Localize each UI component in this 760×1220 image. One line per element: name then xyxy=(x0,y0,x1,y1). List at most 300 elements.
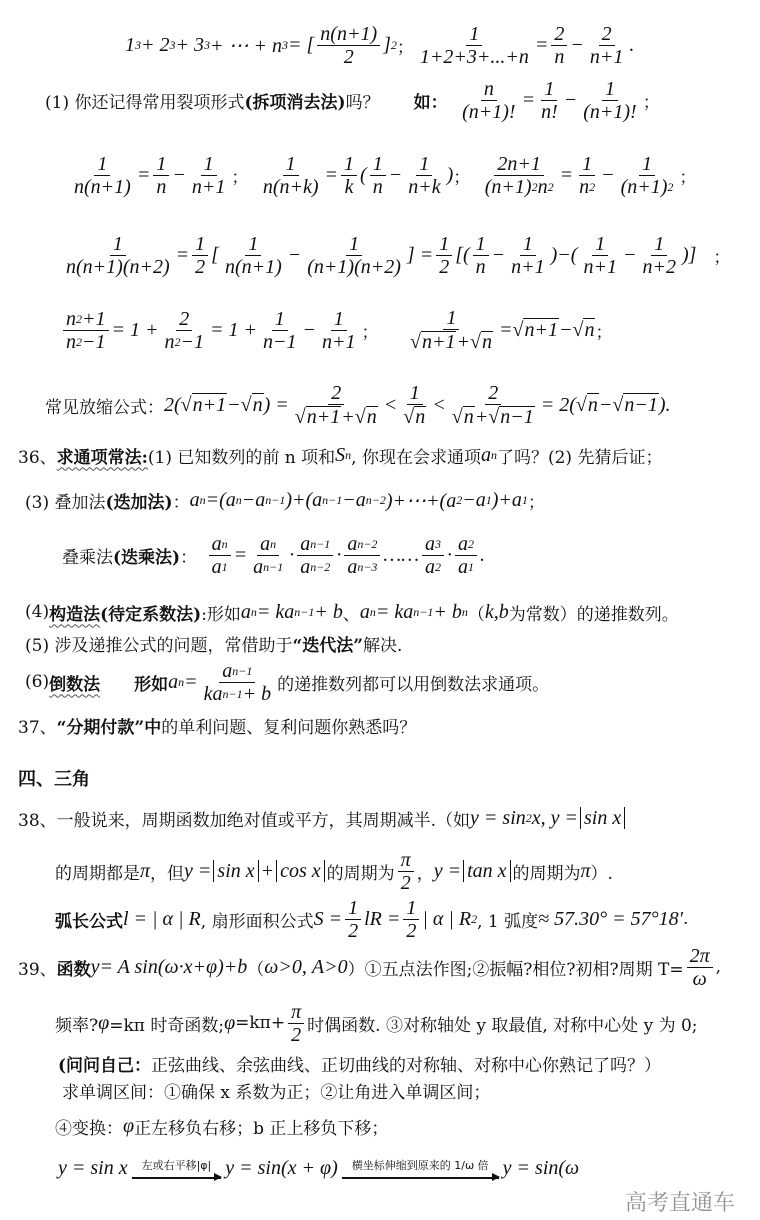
text: , 你现在会求通项 xyxy=(351,447,481,468)
math-expression: · xyxy=(447,543,452,566)
text: ； xyxy=(453,167,479,188)
absolute-value: sin x xyxy=(580,807,625,829)
denominator xyxy=(63,331,109,352)
superscript: n xyxy=(461,604,468,619)
math-expression: − xyxy=(227,393,241,416)
denominator xyxy=(250,556,286,577)
subscript: n−1 xyxy=(232,663,253,678)
subscript: n−2 xyxy=(365,492,386,507)
numerator xyxy=(403,898,419,920)
denominator xyxy=(455,556,477,577)
radicand: n xyxy=(366,406,377,428)
numerator xyxy=(272,309,288,331)
denominator xyxy=(449,405,538,427)
subscript: n xyxy=(235,492,242,507)
numerator xyxy=(63,309,109,331)
math-expression: a xyxy=(300,555,311,578)
text: =kπ+ xyxy=(235,1013,286,1033)
numerator xyxy=(481,79,497,101)
numerator xyxy=(541,79,557,101)
fraction xyxy=(260,154,322,197)
text: 了吗？(2) 先猜后证； xyxy=(496,447,663,468)
numerator xyxy=(592,234,608,256)
fraction xyxy=(319,309,359,352)
math-expression: −a xyxy=(241,488,266,511)
math-expression: n+1 xyxy=(589,45,624,68)
subscript: n−1 xyxy=(413,604,434,619)
fraction xyxy=(189,154,229,197)
text: ； xyxy=(696,247,731,268)
text: 频率? xyxy=(55,1015,99,1036)
numerator xyxy=(687,946,713,968)
math-expression: n(n+1)(n+2) xyxy=(66,255,170,278)
bold-text: “分期付款”中 xyxy=(56,717,162,738)
math-expression: (n+1) xyxy=(620,175,668,198)
math-expression: 2 xyxy=(406,919,417,942)
math-expression: 1 xyxy=(203,152,214,175)
math-expression: lR = xyxy=(364,907,401,930)
math-expression: y = sin(ω xyxy=(502,1156,580,1179)
text: , 扇形面积公式 xyxy=(200,911,314,932)
text: 时偶函数. ③对称轴处 y 取最值, 对称中心处 y 为 0; xyxy=(307,1015,698,1036)
math-expression: 1 xyxy=(285,152,296,175)
fraction xyxy=(63,309,109,352)
text: (4) xyxy=(25,602,50,622)
math-expression: )−( xyxy=(550,243,578,266)
item-37 xyxy=(18,695,416,755)
math-expression: a xyxy=(347,532,358,555)
text: （ xyxy=(247,959,265,980)
fraction xyxy=(580,234,620,277)
math-expression: a xyxy=(222,659,233,682)
denominator xyxy=(538,101,561,122)
math-expression: S = xyxy=(313,907,343,930)
math-expression: π xyxy=(140,859,151,882)
text: . xyxy=(682,909,689,929)
math-expression: a xyxy=(260,532,271,555)
math-expression: −a xyxy=(462,488,486,511)
math-expression: n xyxy=(372,175,383,198)
math-expression: )+(a xyxy=(285,488,323,511)
math-expression: ) xyxy=(446,163,454,186)
text: 的周期为 xyxy=(326,863,395,884)
numerator xyxy=(346,234,362,256)
subscript: n xyxy=(199,492,206,507)
text: 的单利问题、复利问题你熟悉吗？ xyxy=(161,717,417,738)
math-expression: = ka xyxy=(375,600,414,623)
denominator xyxy=(370,176,386,197)
denominator xyxy=(459,101,518,122)
radical-sign-icon: √ xyxy=(354,405,366,428)
denominator xyxy=(473,256,489,277)
text: 正左移负右移；b 正上移负下移； xyxy=(134,1118,389,1139)
math-expression: ). xyxy=(658,393,671,416)
fraction xyxy=(292,383,381,427)
fraction xyxy=(449,383,538,427)
bold-text: (待定系数法) xyxy=(100,604,202,625)
split-term-formulas-3 xyxy=(60,300,612,360)
math-expression: n xyxy=(554,45,565,68)
numerator xyxy=(176,309,192,331)
math-expression: 1 xyxy=(195,232,206,255)
math-expression: 2 xyxy=(488,382,499,404)
fraction xyxy=(455,534,477,577)
math-expression: 1 xyxy=(654,232,665,255)
math-expression: − xyxy=(172,163,186,186)
text: 常见放缩公式： xyxy=(45,397,164,418)
denominator xyxy=(400,405,429,427)
math-expression: [( xyxy=(455,243,470,266)
numerator xyxy=(416,154,432,176)
text: ； xyxy=(642,92,660,113)
fraction xyxy=(576,154,598,197)
math-expression: [ xyxy=(211,243,219,266)
numerator xyxy=(485,383,501,405)
math-expression: x, y = xyxy=(531,806,579,829)
math-expression: n xyxy=(579,175,590,198)
math-expression: = xyxy=(498,318,513,341)
numerator xyxy=(283,154,299,176)
math-expression: n+1 xyxy=(511,255,545,278)
math-expression: = 1 + xyxy=(111,318,159,341)
denominator xyxy=(209,556,231,577)
math-expression: a xyxy=(480,443,491,466)
text: ； xyxy=(679,167,697,188)
numerator xyxy=(341,154,357,176)
math-expression: k xyxy=(344,175,354,198)
denominator xyxy=(153,176,169,197)
math-expression: (n+1) xyxy=(484,175,532,198)
subscript: 1 xyxy=(521,492,528,507)
superscript: 3 xyxy=(204,37,210,52)
square-root xyxy=(241,393,264,417)
superscript: 2 xyxy=(471,911,478,926)
bold-text: (迭加法) xyxy=(105,492,173,513)
math-expression: = xyxy=(559,163,574,186)
math-expression: −1 xyxy=(180,330,204,353)
math-expression: 1 xyxy=(409,382,420,404)
numerator xyxy=(345,898,361,920)
math-expression: +1 xyxy=(82,307,106,330)
denominator xyxy=(260,176,322,197)
math-expression: = xyxy=(175,243,190,266)
subscript: n−2 xyxy=(357,536,378,551)
fraction xyxy=(473,234,489,277)
math-expression: 1 xyxy=(344,152,355,175)
math-expression: π xyxy=(400,848,411,871)
math-expression: 2π xyxy=(689,944,710,967)
numerator xyxy=(455,534,477,556)
radicand: n xyxy=(587,394,598,416)
text: , xyxy=(715,957,722,977)
math-expression: 1 xyxy=(333,307,344,330)
denominator xyxy=(162,331,208,352)
math-expression: + xyxy=(341,405,355,428)
radicand: n xyxy=(252,394,263,416)
math-expression: a xyxy=(253,555,264,578)
text: 39、 xyxy=(18,959,57,980)
transform-arrow xyxy=(132,1157,222,1178)
subscript: n xyxy=(221,536,228,551)
text: 36、 xyxy=(18,447,57,468)
math-expression: < xyxy=(432,393,446,416)
numerator xyxy=(422,534,444,556)
math-expression: = xyxy=(184,670,198,693)
math-expression: n xyxy=(66,307,76,330)
denominator xyxy=(304,256,404,277)
text: 37、 xyxy=(18,717,57,738)
fraction xyxy=(587,24,627,67)
fraction xyxy=(192,234,208,277)
math-expression: · xyxy=(336,543,342,566)
math-expression: − xyxy=(287,243,302,266)
math-expression: n(n+1) xyxy=(224,255,282,278)
fraction xyxy=(403,898,419,941)
section-heading: 四、三角 xyxy=(18,769,90,790)
math-expression: −a xyxy=(342,488,366,511)
denominator xyxy=(341,46,357,67)
denominator xyxy=(576,176,598,197)
math-expression: φ xyxy=(224,1011,236,1034)
text xyxy=(100,670,134,695)
math-expression: (n+1)(n+2) xyxy=(307,255,401,278)
transform-arrow xyxy=(342,1157,499,1178)
right-arrow-icon xyxy=(132,1177,222,1178)
math-expression: 1 xyxy=(419,152,430,175)
subscript: n xyxy=(178,674,185,689)
denominator xyxy=(417,46,532,67)
fraction xyxy=(345,898,361,941)
denominator xyxy=(297,556,333,577)
bold-text: “迭代法” xyxy=(292,635,364,656)
denominator xyxy=(422,556,444,577)
radicand: n−1 xyxy=(624,394,658,416)
math-expression: = [ xyxy=(288,33,315,56)
numerator xyxy=(473,234,489,256)
math-expression: a xyxy=(211,532,222,555)
math-expression: n+1 xyxy=(583,255,617,278)
denominator xyxy=(436,256,452,277)
denominator xyxy=(189,176,229,197)
radical-sign-icon: √ xyxy=(240,393,252,416)
math-expression: a xyxy=(300,532,311,555)
underlined-term: 倒数法 xyxy=(49,674,101,695)
text: 、 xyxy=(342,604,360,625)
math-expression: k,b xyxy=(484,600,509,623)
superscript: 3 xyxy=(169,37,176,52)
math-expression: 1 xyxy=(595,232,606,255)
fraction xyxy=(618,154,677,197)
square-root xyxy=(403,406,426,427)
math-expression: = xyxy=(521,88,536,111)
math-expression: ] = xyxy=(406,243,434,266)
denominator xyxy=(319,331,359,352)
subscript: n xyxy=(345,447,352,462)
math-expression: 1 xyxy=(248,232,259,255)
subscript: n xyxy=(369,604,376,619)
fraction xyxy=(580,79,639,122)
math-expression: 1 xyxy=(641,152,652,175)
math-expression: 1 xyxy=(475,232,486,255)
denominator xyxy=(260,331,300,352)
math-expression: y = xyxy=(184,859,212,882)
fraction xyxy=(153,154,169,197)
text: (5) 涉及递推公式的问题，常借助于 xyxy=(25,635,293,656)
subscript: 3 xyxy=(435,536,441,551)
subscript: n−2 xyxy=(310,559,331,574)
math-expression: a xyxy=(425,555,435,578)
math-expression: a xyxy=(425,532,435,555)
bold-text: (迭乘法) xyxy=(113,547,181,568)
watermark-logo: 高考直通车 xyxy=(625,1191,736,1216)
math-expression: = xyxy=(233,543,248,566)
math-expression: (n+1)! xyxy=(583,100,637,123)
denominator xyxy=(482,176,557,197)
denominator xyxy=(192,256,208,277)
math-expression: < xyxy=(383,393,398,416)
radicand: n xyxy=(481,331,492,353)
text: 解决. xyxy=(363,635,403,656)
subscript: n−1 xyxy=(310,536,331,551)
fraction xyxy=(687,946,713,989)
subscript: n xyxy=(270,536,277,551)
radical-sign-icon: √ xyxy=(294,405,306,428)
numerator xyxy=(579,154,595,176)
denominator xyxy=(292,405,381,427)
math-expression: 2 xyxy=(400,871,411,894)
math-expression: a xyxy=(168,670,179,693)
math-expression: y = sin x xyxy=(58,1156,128,1179)
math-expression: 1 xyxy=(544,77,555,100)
math-expression: = 1 + xyxy=(210,318,257,341)
text: =kπ 时奇函数; xyxy=(109,1015,225,1036)
radicand: n+1 xyxy=(524,319,558,341)
subscript: 2 xyxy=(456,492,463,507)
fraction xyxy=(297,534,333,577)
text: 38、一般说来，周期函数加绝对值或平方，其周期减半.（如 xyxy=(18,810,471,831)
numerator xyxy=(443,308,459,330)
text: 求单调区间：①确保 x 系数为正；②让角进入单调区间； xyxy=(62,1082,491,1103)
subscript: 1 xyxy=(485,492,492,507)
math-expression: …… xyxy=(383,543,419,566)
radical-sign-icon: √ xyxy=(572,318,584,341)
math-expression: n xyxy=(475,255,486,278)
text: ： xyxy=(172,492,190,513)
text: 的周期为 xyxy=(512,863,581,884)
numerator xyxy=(344,534,380,556)
numerator xyxy=(639,154,655,176)
denominator xyxy=(618,176,677,197)
numerator xyxy=(94,154,110,176)
denominator xyxy=(344,556,380,577)
square-root xyxy=(512,318,558,342)
square-root xyxy=(452,406,475,427)
math-expression: a xyxy=(458,555,468,578)
math-expression: a xyxy=(211,555,222,578)
fraction xyxy=(400,383,429,427)
square-root xyxy=(576,393,599,417)
math-expression: − xyxy=(563,88,578,111)
math-expression: − xyxy=(558,318,573,341)
subscript: n−1 xyxy=(265,492,286,507)
math-expression: n+1 xyxy=(191,175,226,198)
radicand: n+1 xyxy=(192,394,227,416)
math-expression: 2 xyxy=(601,22,612,45)
fraction xyxy=(551,24,567,67)
math-expression: + b xyxy=(433,600,462,623)
subscript: 1 xyxy=(221,559,228,574)
superscript: 2 xyxy=(589,179,596,194)
radicand: n xyxy=(584,319,595,341)
math-expression: 1 xyxy=(274,307,285,330)
fraction xyxy=(538,79,561,122)
square-root xyxy=(572,318,595,342)
numerator xyxy=(245,234,261,256)
math-expression: 1 xyxy=(582,152,593,175)
absolute-value: tan x xyxy=(463,860,510,882)
math-expression: = xyxy=(534,33,549,56)
math-expression: )+a xyxy=(491,488,522,511)
math-expression: a xyxy=(458,532,468,555)
math-expression: − xyxy=(491,243,506,266)
math-expression: 2 xyxy=(554,22,565,45)
math-expression: π xyxy=(291,1000,302,1023)
text: ）. xyxy=(590,863,613,884)
radicand: n+1 xyxy=(421,331,456,353)
math-expression: 1 xyxy=(156,152,167,175)
radicand: n xyxy=(463,406,474,428)
radical-sign-icon: √ xyxy=(410,330,421,353)
subscript: 1 xyxy=(468,559,474,574)
denominator xyxy=(587,46,627,67)
math-expression: π xyxy=(580,859,591,882)
square-root xyxy=(355,406,378,427)
math-expression: 1 xyxy=(97,152,108,175)
numerator xyxy=(297,534,333,556)
denominator xyxy=(508,256,548,277)
math-expression: ω>0, A>0 xyxy=(264,955,348,978)
square-root xyxy=(612,393,658,417)
math-expression: 2 xyxy=(331,382,342,404)
denominator xyxy=(405,176,443,197)
math-expression: − xyxy=(598,393,613,416)
square-root xyxy=(470,331,493,352)
fraction xyxy=(162,309,208,352)
fraction xyxy=(436,234,452,277)
math-expression: = xyxy=(324,163,339,186)
absolute-value: cos x xyxy=(276,860,325,882)
numerator xyxy=(494,154,544,176)
math-expression: 1+2+3+...+n xyxy=(419,45,529,68)
arrow-label: 左或右平移|φ| xyxy=(141,1159,212,1173)
fraction xyxy=(317,24,380,67)
math-expression: y = sin(x + φ) xyxy=(225,1156,338,1179)
underlined-term: 构造法 xyxy=(49,604,101,625)
math-expression: | α | R xyxy=(422,907,472,930)
math-expression: n+k xyxy=(408,175,441,198)
math-expression: n! xyxy=(541,100,558,123)
math-expression: 2 xyxy=(439,255,450,278)
square-root xyxy=(410,331,456,352)
bold-text: 如： xyxy=(413,92,457,113)
fraction xyxy=(71,154,134,197)
text: 为常数）的递推数列。 xyxy=(508,604,679,625)
text: ④变换： xyxy=(55,1118,123,1139)
numerator xyxy=(331,309,347,331)
text: ； xyxy=(231,167,257,188)
numerator xyxy=(599,24,615,46)
numerator xyxy=(153,154,169,176)
